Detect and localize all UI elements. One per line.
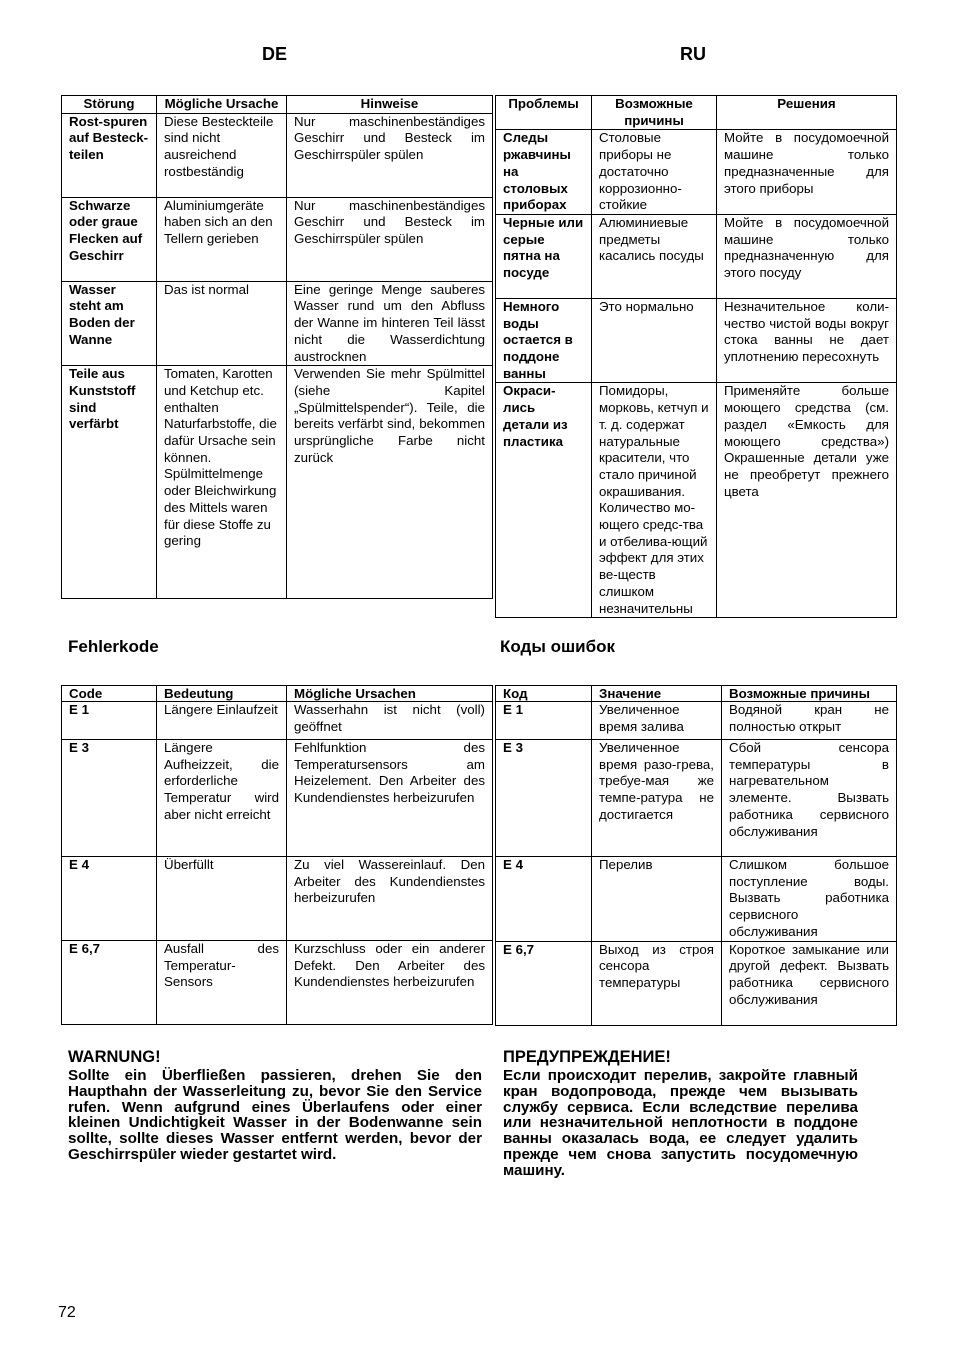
meaning-cell: Увеличенное время залива <box>592 702 722 740</box>
table-row <box>496 702 897 740</box>
cause-cell: Aluminiumgeräte haben sich an den Tellern gerieben <box>157 197 287 281</box>
causes-cell: Короткое замыкание или другой дефект. Вызвать работника сервисного обслуживания <box>722 941 897 1025</box>
causes-cell: Wasserhahn ist nicht (voll) geöffnet <box>287 702 493 740</box>
remedy-cell: Nur maschinenbeständiges Geschirr und Besteck im Geschirrspüler spülen <box>287 113 493 197</box>
meaning-cell: Увеличенное время разо-грева, требуе-мая же темпе-ратура не достигается <box>592 740 722 857</box>
table-header-row <box>496 686 897 702</box>
causes-cell: Сбой сенсора температуры в нагревательном элементе. Вызвать работника сервисного обслуживания <box>722 740 897 857</box>
meaning-cell: Längere Aufheizzeit, die erforderliche Temperatur wird aber nicht erreicht <box>157 740 287 857</box>
causes-cell: Слишком большое поступление воды. Вызвать работника сервисного обслуживания <box>722 857 897 942</box>
causes-cell: Zu viel Wassereinlauf. Den Arbeiter des Kundendienstes herbeizurufen <box>287 857 493 941</box>
meaning-cell: Längere Einlaufzeit <box>157 702 287 740</box>
table-row <box>496 941 897 1025</box>
code-cell: E 3 <box>62 740 157 857</box>
problem-cell: Окраси-лись детали из пластика <box>496 383 592 618</box>
warning-text-ru: Если происходит перелив, закройте главный кран водопровода, прежде чем вызывать службу сервиса. Если вследствие перелива или незначительной неплотности в поддоне ванны оказалась вода, ее следует удалить прежде чем снова запустить посудомечную машину. <box>503 1067 858 1179</box>
code-cell: E 3 <box>496 740 592 857</box>
table-row <box>496 214 897 298</box>
problem-cell: Wasser steht am Boden der Wanne <box>62 281 157 366</box>
page-number: 72 <box>58 1304 76 1321</box>
table-row <box>62 857 493 941</box>
column-header: Störung <box>62 96 157 114</box>
column-header: Возможные причины <box>722 686 897 702</box>
remedy-cell: Eine geringe Menge sauberes Wasser rund um den Abfluss der Wanne im hinteren Teil lässt nicht die Wasserdichtung austrocknen <box>287 281 493 366</box>
table-row <box>496 298 897 383</box>
column-header: Код <box>496 686 592 702</box>
table-header-row <box>496 96 897 130</box>
code-cell: E 4 <box>62 857 157 941</box>
table-row <box>62 941 493 1025</box>
problem-cell: Rost-spuren auf Besteck-teilen <box>62 113 157 197</box>
column-header: Проблемы <box>496 96 592 130</box>
meaning-cell: Überfüllt <box>157 857 287 941</box>
remedy-cell: Применяйте больше моющего средства (см. раздел «Емкость для моющего средства») Окрашенные детали уже не преобретут прежнего цвета <box>717 383 897 618</box>
table-row <box>62 740 493 857</box>
error-codes-heading-ru: Коды ошибок <box>500 637 615 656</box>
column-header: Hinweise <box>287 96 493 114</box>
warning-text-de: Sollte ein Überfließen passieren, drehen Sie den Haupthahn der Wasserleitung zu, bevor Sie den Service rufen. Wenn aufgrund eines Überlaufens oder einer kleinen Undichtigkeit Wasser in der Bodenwanne sein sollte, sollte dieses Wasser entfernt werden, bevor der Geschirrspüler wieder gestartet wird. <box>68 1067 482 1163</box>
column-header: Решения <box>717 96 897 130</box>
remedy-cell: Мойте в посудомоечной машине только предназначенные для этого приборы <box>717 130 897 215</box>
cause-cell: Tomaten, Karotten und Ketchup etc. enthalten Naturfarbstoffe, die dafür Ursache sein können. Spülmittelmenge oder Bleichwirkung des Mittels waren für diese Stoffe zu gering <box>157 366 287 599</box>
table-row <box>62 702 493 740</box>
column-header: Значение <box>592 686 722 702</box>
table-row <box>496 740 897 857</box>
warning-title-ru: ПРЕДУПРЕЖДЕНИЕ! <box>503 1048 671 1066</box>
cause-cell: Алюминиевые предметы касались посуды <box>592 214 717 298</box>
causes-cell: Kurzschluss oder ein anderer Defekt. Den Arbeiter des Kundendienstes herbeizurufen <box>287 941 493 1025</box>
language-label-de: DE <box>262 44 288 64</box>
table-row <box>62 366 493 599</box>
remedy-cell: Nur maschinenbeständiges Geschirr und Besteck im Geschirrspüler spülen <box>287 197 493 281</box>
problem-cell: Teile aus Kunststoff sind verfärbt <box>62 366 157 599</box>
table-row <box>62 113 493 197</box>
code-cell: E 1 <box>496 702 592 740</box>
column-header: Bedeutung <box>157 686 287 702</box>
error-codes-table-de <box>61 685 493 1025</box>
causes-cell: Водяной кран не полностью открыт <box>722 702 897 740</box>
code-cell: E 4 <box>496 857 592 942</box>
problem-cell: Черные или серые пятна на посуде <box>496 214 592 298</box>
cause-cell: Diese Besteckteile sind nicht ausreichend rostbeständig <box>157 113 287 197</box>
remedy-cell: Незначительное коли-чество чистой воды вокруг стока ванны не дает уплотнению пересохнуть <box>717 298 897 383</box>
troubleshooting-table-de <box>61 95 493 599</box>
problem-cell: Schwarze oder graue Flecken auf Geschirr <box>62 197 157 281</box>
table-row <box>496 130 897 215</box>
table-header-row <box>62 686 493 702</box>
problem-cell: Немного воды остается в поддоне ванны <box>496 298 592 383</box>
table-row <box>62 281 493 366</box>
table-header-row <box>62 96 493 114</box>
cause-cell: Это нормально <box>592 298 717 383</box>
meaning-cell: Ausfall des Temperatur-Sensors <box>157 941 287 1025</box>
troubleshooting-table-ru <box>495 95 897 618</box>
table-row <box>62 197 493 281</box>
table-row <box>496 857 897 942</box>
column-header: Mögliche Ursache <box>157 96 287 114</box>
code-cell: E 6,7 <box>496 941 592 1025</box>
error-codes-table-ru <box>495 685 897 1026</box>
error-codes-heading-de: Fehlerkode <box>68 637 159 656</box>
language-label-ru: RU <box>680 44 706 64</box>
meaning-cell: Выход из строя сенсора температуры <box>592 941 722 1025</box>
column-header: Code <box>62 686 157 702</box>
meaning-cell: Перелив <box>592 857 722 942</box>
cause-cell: Помидоры, морковь, кетчуп и т. д. содержат натуральные красители, что стало причиной окрашивания. Количество мо-ющего средс-тва и отбелива-ющий эффект для этих ве-ществ слишком незначительны <box>592 383 717 618</box>
column-header: Mögliche Ursachen <box>287 686 493 702</box>
cause-cell: Столовые приборы не достаточно коррозионно-стойкие <box>592 130 717 215</box>
code-cell: E 1 <box>62 702 157 740</box>
warning-title-de: WARNUNG! <box>68 1048 161 1066</box>
remedy-cell: Мойте в посудомоечной машине только предназначенную для этого посуду <box>717 214 897 298</box>
cause-cell: Das ist normal <box>157 281 287 366</box>
column-header: Возможные причины <box>592 96 717 130</box>
code-cell: E 6,7 <box>62 941 157 1025</box>
remedy-cell: Verwenden Sie mehr Spülmittel (siehe Kapitel „Spülmittelspender“). Teile, die bereits verfärbt sind, bekommen ursprüngliche Farbe nicht zurück <box>287 366 493 599</box>
causes-cell: Fehlfunktion des Temperatursensors am Heizelement. Den Arbeiter des Kundendienstes herbeizurufen <box>287 740 493 857</box>
table-row <box>496 383 897 618</box>
problem-cell: Следы ржавчины на столовых приборах <box>496 130 592 215</box>
